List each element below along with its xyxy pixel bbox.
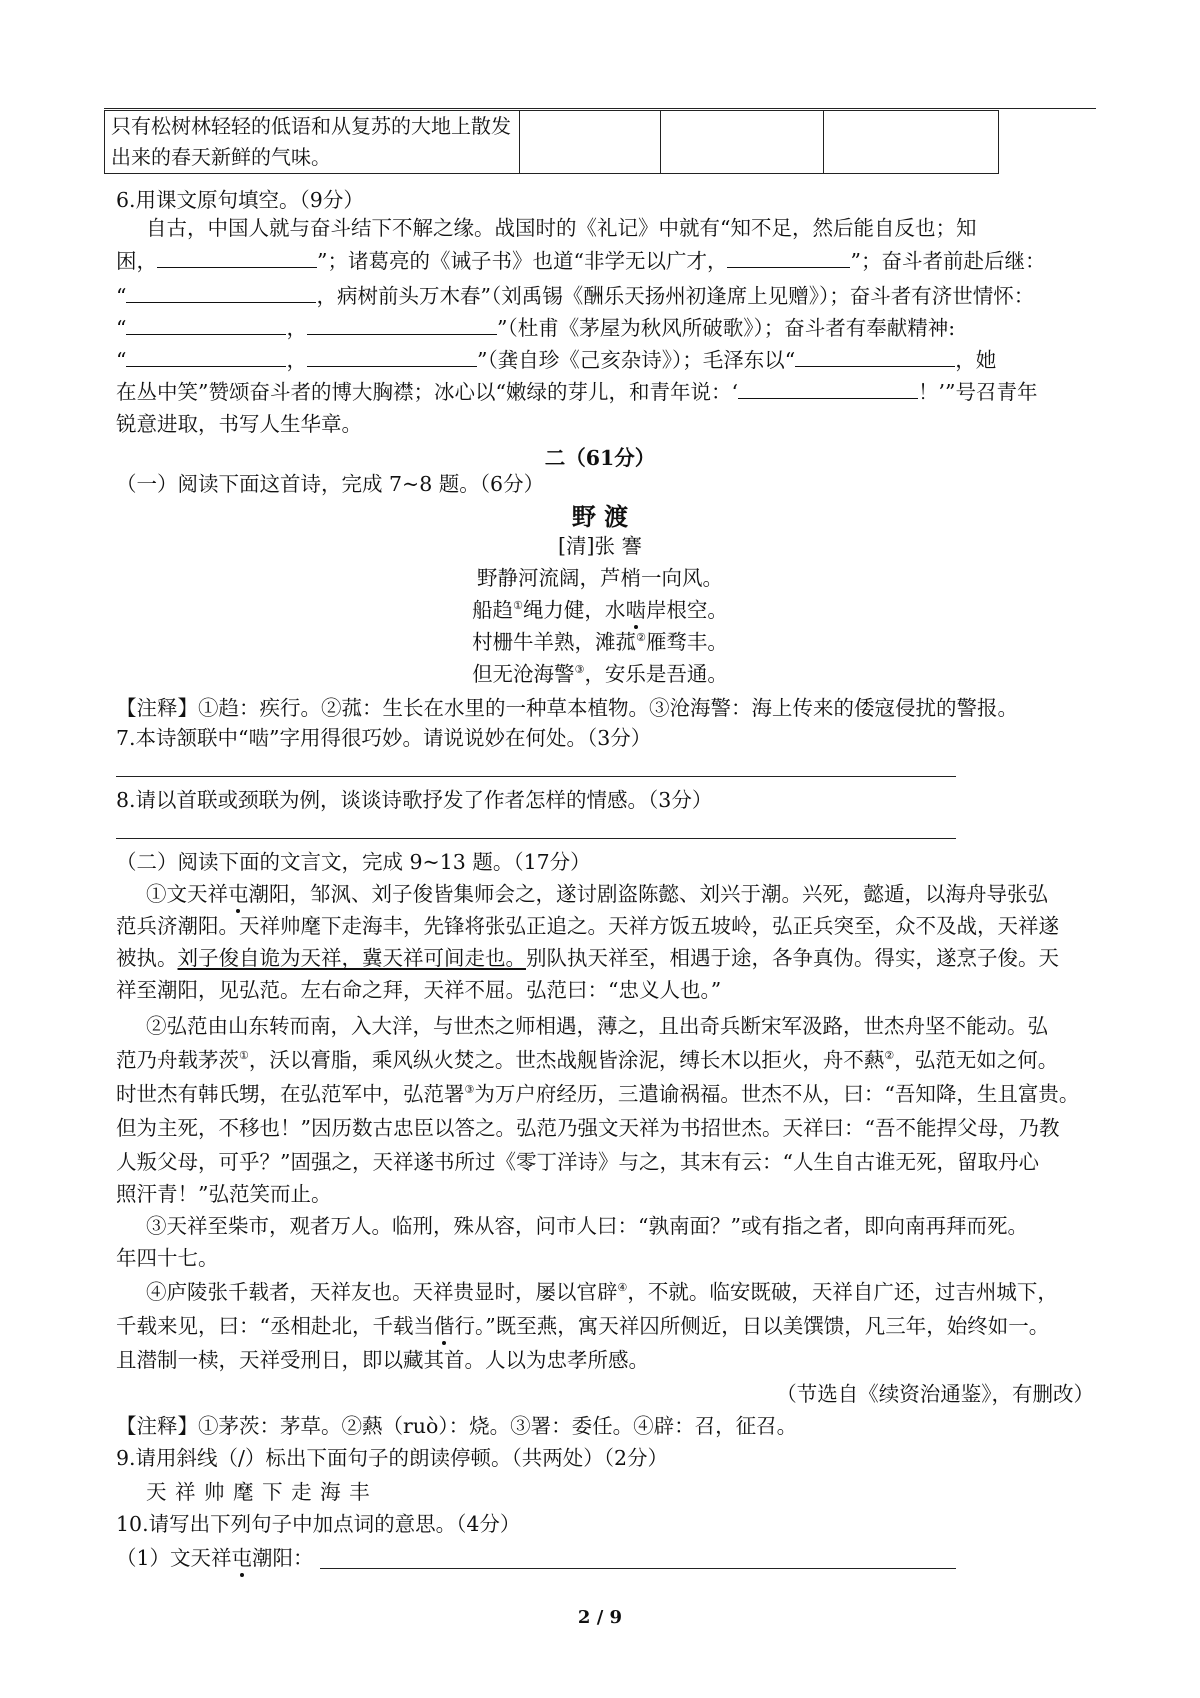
q7-answer-line[interactable] — [116, 776, 956, 777]
poem-text: 但无沧海警 — [472, 662, 575, 686]
poem-intro: （一）阅读下面这首诗，完成 7~8 题。（6分） — [116, 472, 545, 496]
prose-source: （节选自《续资治通鉴》，有删改） — [776, 1382, 1094, 1406]
prose-text: ，不就。临安既破，天祥自广还，过吉州城下， — [627, 1280, 1058, 1304]
footnote-mark: ① — [513, 599, 523, 612]
table-cell-text — [105, 111, 520, 174]
prose-text: 为万户府经历，三遣谕祸福。世杰不从，曰：“吾知降，生且富贵。 — [474, 1082, 1080, 1106]
underlined-sentence: 刘子俊自诡为天祥，冀天祥可间走也。 — [177, 946, 526, 970]
poem-line-1: 野静河流阔，芦梢一向风。 — [477, 566, 723, 590]
prose-text: 时世杰有韩氏甥，在弘范军中，弘范署 — [116, 1082, 465, 1106]
q6-text: ， — [286, 348, 307, 372]
poem-text: 岸根空。 — [645, 598, 728, 622]
emphasis-word: 偕 — [433, 1314, 455, 1338]
prose-text: 范乃舟载茅茨 — [116, 1048, 239, 1072]
q6-line-7: 锐意进取，书写人生华章。 — [116, 412, 362, 436]
prose-text: ①文天祥 — [146, 882, 228, 906]
q6-blank-2[interactable] — [727, 247, 850, 268]
prose-text: ，沃以膏脂，乘风纵火焚之。世杰战舰皆涂泥，缚长木以拒火，舟不爇 — [248, 1048, 885, 1072]
q10-item-1 — [116, 1544, 314, 1572]
q6-title: 6.用课文原句填空。（9分） — [116, 188, 364, 212]
table-cell-empty[interactable] — [520, 111, 661, 174]
prose-p1-line-2: 范兵济潮阳。天祥帅麾下走海丰，先锋将张弘正追之。天祥方饭五坡岭，弘正兵突至，众不及战，天祥遂 — [116, 914, 1059, 938]
prose-text: 别队执天祥至，相遇于途，各争真伪。得实，遂烹子俊。天 — [526, 946, 1059, 970]
prose-p4-line-2 — [116, 1312, 1049, 1340]
poem-text: 绳力健，水 — [522, 598, 626, 622]
prose-text: 被执。 — [116, 946, 178, 970]
q6-blank-5[interactable] — [307, 314, 497, 335]
q6-blank-3[interactable] — [126, 282, 316, 303]
q9-title: 9.请用斜线（/）标出下面句子的朗读停顿。（共两处）（2分） — [116, 1446, 669, 1470]
q8-title: 8.请以首联或颈联为例，谈谈诗歌抒发了作者怎样的情感。（3分） — [116, 788, 713, 812]
q6-blank-4[interactable] — [126, 314, 286, 335]
q6-text: “ — [116, 348, 127, 372]
page-number: 2 / 9 — [577, 1607, 623, 1628]
poem-line-3 — [0, 628, 1200, 656]
q6-text: ”；奋斗者前赴后继： — [850, 249, 1046, 273]
table-row — [105, 111, 999, 174]
q6-text: 困， — [116, 249, 157, 273]
footnote-mark: ② — [884, 1049, 895, 1062]
poem-text: 雁骛丰。 — [645, 630, 728, 654]
q10-answer-line-1[interactable] — [320, 1568, 956, 1569]
q6-text: ， — [286, 316, 307, 340]
poem-note: 【注释】①趋：疾行。②菰：生长在水里的一种草本植物。③沧海警：海上传来的倭寇侵扰的警报。 — [116, 696, 1018, 720]
prose-p2-line-5: 人叛父母，可乎？”固强之，天祥遂书所过《零丁洋诗》与之，其末有云：“人生自古谁无死，留取丹心 — [116, 1150, 1039, 1174]
footnote-mark: ③ — [574, 663, 585, 676]
prose-p2-line-4: 但为主死，不移也！”因历数古忠臣以答之。弘范乃强文天祥为书招世杰。天祥曰：“吾不能捍父母，乃教 — [116, 1116, 1060, 1140]
q6-text: ！’”号召青年 — [917, 380, 1038, 404]
footnote-mark: ④ — [617, 1281, 628, 1294]
q9-sentence[interactable]: 天 祥 帅 麾 下 走 海 丰 — [146, 1480, 371, 1504]
q6-line-2 — [116, 247, 1045, 275]
q6-line-4 — [116, 314, 955, 342]
comparison-table — [104, 110, 999, 174]
prose-p4-line-1 — [146, 1278, 1058, 1306]
q6-line-6 — [116, 378, 1037, 406]
q6-blank-6[interactable] — [126, 346, 286, 367]
table-cell-empty[interactable] — [661, 111, 824, 174]
q7-title: 7.本诗颔联中“啮”字用得很巧妙。请说说妙在何处。（3分） — [116, 726, 652, 750]
prose-p1-line-3 — [116, 944, 1059, 972]
q6-line-3 — [116, 282, 1034, 310]
emphasis-word: 屯 — [231, 1546, 253, 1570]
q6-text: ”（杜甫《茅屋为秋风所破歌》）；奋斗者有奉献精神: — [496, 316, 956, 340]
section-heading: 二（61分） — [544, 446, 656, 470]
q6-blank-9[interactable] — [738, 378, 918, 399]
top-rule — [104, 108, 1096, 109]
q6-text: ”（龚自珍《己亥杂诗》）；毛泽东以“ — [476, 348, 796, 372]
footnote-mark: ② — [636, 631, 646, 644]
prose-text: 行。”既至燕，寓天祥囚所侧近，日以美馔馈，凡三年，始终如一。 — [454, 1314, 1050, 1338]
q6-blank-7[interactable] — [307, 346, 477, 367]
prose-text: ，弘范无如之何。 — [894, 1048, 1059, 1072]
prose-text: 千载来见，曰：“丞相赴北，千载当 — [116, 1314, 434, 1338]
q6-text: 在丛中笑”赞颂奋斗者的博大胸襟；冰心以“嫩绿的芽儿，和青年说：‘ — [116, 380, 738, 404]
q10-title: 10.请写出下列句子中加点词的意思。（4分） — [116, 1512, 521, 1536]
q10-text: （1）文天祥 — [116, 1546, 232, 1570]
prose-p1-line-4: 祥至潮阳，见弘范。左右命之拜，天祥不屈。弘范曰：“忠义人也。” — [116, 978, 722, 1002]
poem-text: ，安乐是吾通。 — [584, 662, 728, 686]
q6-text: ，病树前头万木春”（刘禹锡《酬乐天扬州初逢席上见赠》）；奋斗者有济世情怀： — [316, 284, 1035, 308]
prose-text: 潮阳，邹沨、刘子俊皆集师会之，遂讨剧盗陈懿、刘兴于潮。兴死，懿遁，以海舟导张弘 — [248, 882, 1048, 906]
prose-p2-line-2 — [116, 1046, 1058, 1074]
table-cell-sentence: 只有松树林轻轻的低语和从复苏的大地上散发出来的春天新鲜的气味。 — [111, 114, 511, 169]
prose-p4-line-3: 且潜制一椟，天祥受刑日，即以藏其首。人以为忠孝所感。 — [116, 1348, 649, 1372]
q6-text: “ — [116, 284, 127, 308]
poem-line-2 — [0, 596, 1200, 624]
q10-text: 潮阳： — [252, 1546, 314, 1570]
q6-line-1: 自古，中国人就与奋斗结下不解之缘。战国时的《礼记》中就有“知不足，然后能自反也；知 — [146, 216, 977, 240]
emphasis-word: 啮 — [625, 598, 646, 622]
prose-p3-line-2: 年四十七。 — [116, 1246, 219, 1270]
poem-author: [清]张 謇 — [557, 534, 642, 558]
q6-text: ”；诸葛亮的《诫子书》也道“非学无以广才， — [317, 249, 728, 273]
q6-blank-8[interactable] — [795, 346, 955, 367]
prose-p1-line-1 — [146, 880, 1048, 908]
poem-text: 村栅牛羊熟，滩菰 — [472, 630, 637, 654]
prose-text: ④庐陵张千载者，天祥友也。天祥贵显时，屡以官辟 — [146, 1280, 618, 1304]
poem-text: 船趋 — [472, 598, 514, 622]
poem-title: 野 渡 — [571, 502, 629, 531]
table-cell-empty[interactable] — [824, 111, 999, 174]
q6-blank-1[interactable] — [157, 247, 317, 268]
q6-text: “ — [116, 316, 127, 340]
poem-line-4 — [0, 660, 1200, 688]
q6-line-5 — [116, 346, 996, 374]
prose-intro: （二）阅读下面的文言文，完成 9~13 题。（17分） — [116, 850, 591, 874]
prose-p2-line-1: ②弘范由山东转而南，入大洋，与世杰之师相遇，薄之，且出奇兵断宋军汲路，世杰舟坚不能动。弘 — [146, 1014, 1048, 1038]
prose-note: 【注释】①茅茨：茅草。②爇（ruò）：烧。③署：委任。④辟：召，征召。 — [116, 1414, 798, 1438]
q6-text: ，她 — [955, 348, 997, 372]
footnote-mark: ① — [239, 1049, 249, 1062]
q8-answer-line[interactable] — [116, 838, 956, 839]
prose-p2-line-6: 照汗青！”弘范笑而止。 — [116, 1182, 332, 1206]
prose-p3-line-1: ③天祥至柴市，观者万人。临刑，殊从容，问市人曰：“孰南面？”或有指之者，即向南再拜而死。 — [146, 1214, 1028, 1238]
emphasis-word: 屯 — [228, 882, 249, 906]
footnote-mark: ③ — [464, 1083, 475, 1096]
prose-p2-line-3 — [116, 1080, 1079, 1108]
